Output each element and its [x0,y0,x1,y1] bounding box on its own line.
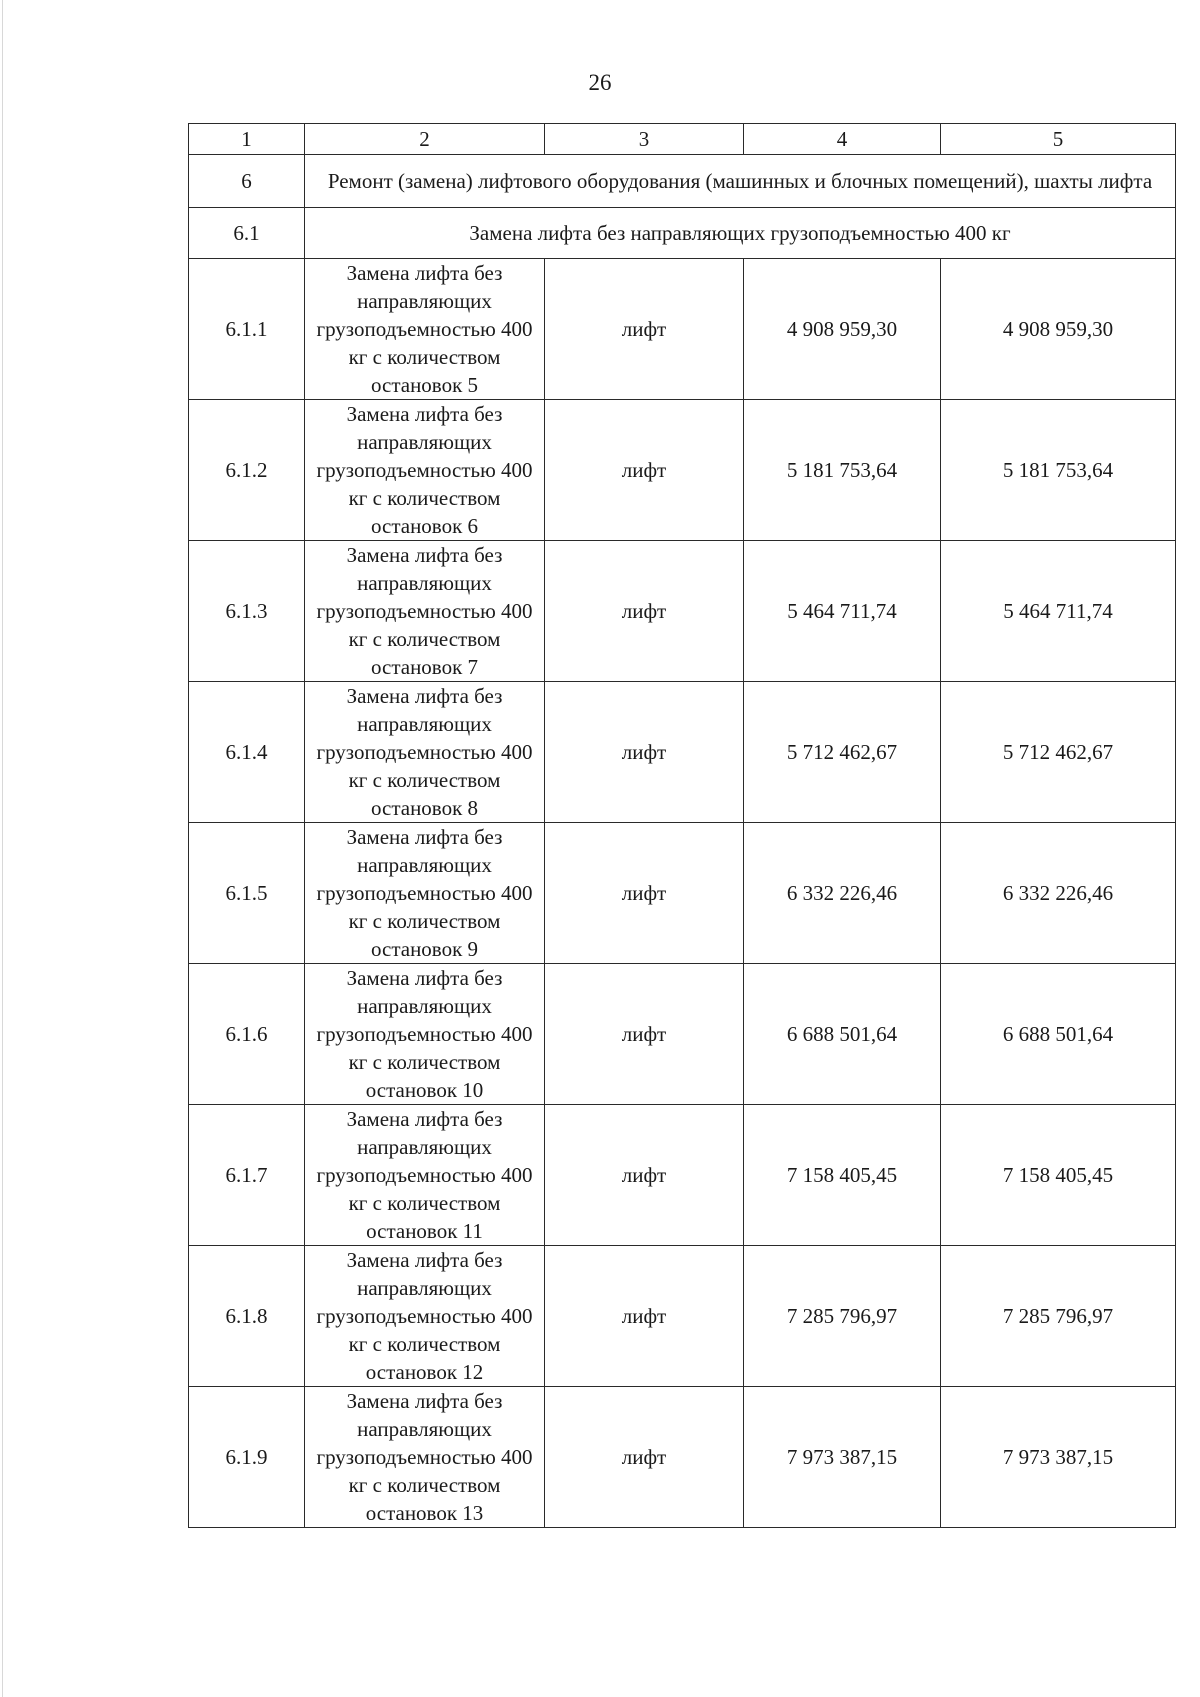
unit: лифт [545,1105,744,1246]
header-cell: 2 [305,124,545,155]
row-number: 6.1.5 [189,823,305,964]
header-cell: 4 [744,124,941,155]
header-cell: 3 [545,124,744,155]
unit-price: 5 464 711,74 [744,541,941,682]
subsection-row [189,208,1176,259]
total-cost: 7 285 796,97 [941,1246,1176,1387]
row-number: 6.1.2 [189,400,305,541]
unit-price: 6 332 226,46 [744,823,941,964]
unit: лифт [545,682,744,823]
subsection-title: Замена лифта без направляющих грузоподъемностью 400 кг [305,208,1176,259]
total-cost: 5 464 711,74 [941,541,1176,682]
unit: лифт [545,541,744,682]
unit: лифт [545,1246,744,1387]
total-cost: 7 973 387,15 [941,1387,1176,1528]
work-name: Замена лифта без направляющих грузоподъемностью 400 кг с количеством остановок 10 [305,964,545,1105]
work-name: Замена лифта без направляющих грузоподъемностью 400 кг с количеством остановок 5 [305,259,545,400]
unit: лифт [545,823,744,964]
table-row [189,541,1176,682]
section-row [189,155,1176,208]
work-name: Замена лифта без направляющих грузоподъемностью 400 кг с количеством остановок 7 [305,541,545,682]
work-name: Замена лифта без направляющих грузоподъемностью 400 кг с количеством остановок 11 [305,1105,545,1246]
unit-price: 6 688 501,64 [744,964,941,1105]
section-number: 6 [189,155,305,208]
subsection-number: 6.1 [189,208,305,259]
row-number: 6.1.9 [189,1387,305,1528]
table-row [189,1246,1176,1387]
total-cost: 5 712 462,67 [941,682,1176,823]
total-cost: 5 181 753,64 [941,400,1176,541]
unit-price: 5 712 462,67 [744,682,941,823]
table-header-row [189,124,1176,155]
unit-price: 5 181 753,64 [744,400,941,541]
total-cost: 6 688 501,64 [941,964,1176,1105]
row-number: 6.1.3 [189,541,305,682]
section-title: Ремонт (замена) лифтового оборудования (машинных и блочных помещений), шахты лифта [305,155,1176,208]
page-edge-line [2,0,3,1697]
unit-price: 7 285 796,97 [744,1246,941,1387]
header-cell: 1 [189,124,305,155]
table-row [189,1105,1176,1246]
unit: лифт [545,964,744,1105]
page-number: 26 [588,70,612,95]
unit-price: 4 908 959,30 [744,259,941,400]
table-row [189,259,1176,400]
unit: лифт [545,1387,744,1528]
work-name: Замена лифта без направляющих грузоподъемностью 400 кг с количеством остановок 9 [305,823,545,964]
table-row [189,823,1176,964]
row-number: 6.1.4 [189,682,305,823]
price-table [188,123,1176,1528]
work-name: Замена лифта без направляющих грузоподъемностью 400 кг с количеством остановок 6 [305,400,545,541]
total-cost: 4 908 959,30 [941,259,1176,400]
total-cost: 7 158 405,45 [941,1105,1176,1246]
table-row [189,964,1176,1105]
total-cost: 6 332 226,46 [941,823,1176,964]
table-row [189,400,1176,541]
work-name: Замена лифта без направляющих грузоподъемностью 400 кг с количеством остановок 13 [305,1387,545,1528]
row-number: 6.1.1 [189,259,305,400]
row-number: 6.1.7 [189,1105,305,1246]
table-body [189,259,1176,1528]
unit: лифт [545,259,744,400]
table-row [189,1387,1176,1528]
header-cell: 5 [941,124,1176,155]
row-number: 6.1.8 [189,1246,305,1387]
unit: лифт [545,400,744,541]
row-number: 6.1.6 [189,964,305,1105]
unit-price: 7 973 387,15 [744,1387,941,1528]
work-name: Замена лифта без направляющих грузоподъемностью 400 кг с количеством остановок 12 [305,1246,545,1387]
table-row [189,682,1176,823]
unit-price: 7 158 405,45 [744,1105,941,1246]
work-name: Замена лифта без направляющих грузоподъемностью 400 кг с количеством остановок 8 [305,682,545,823]
